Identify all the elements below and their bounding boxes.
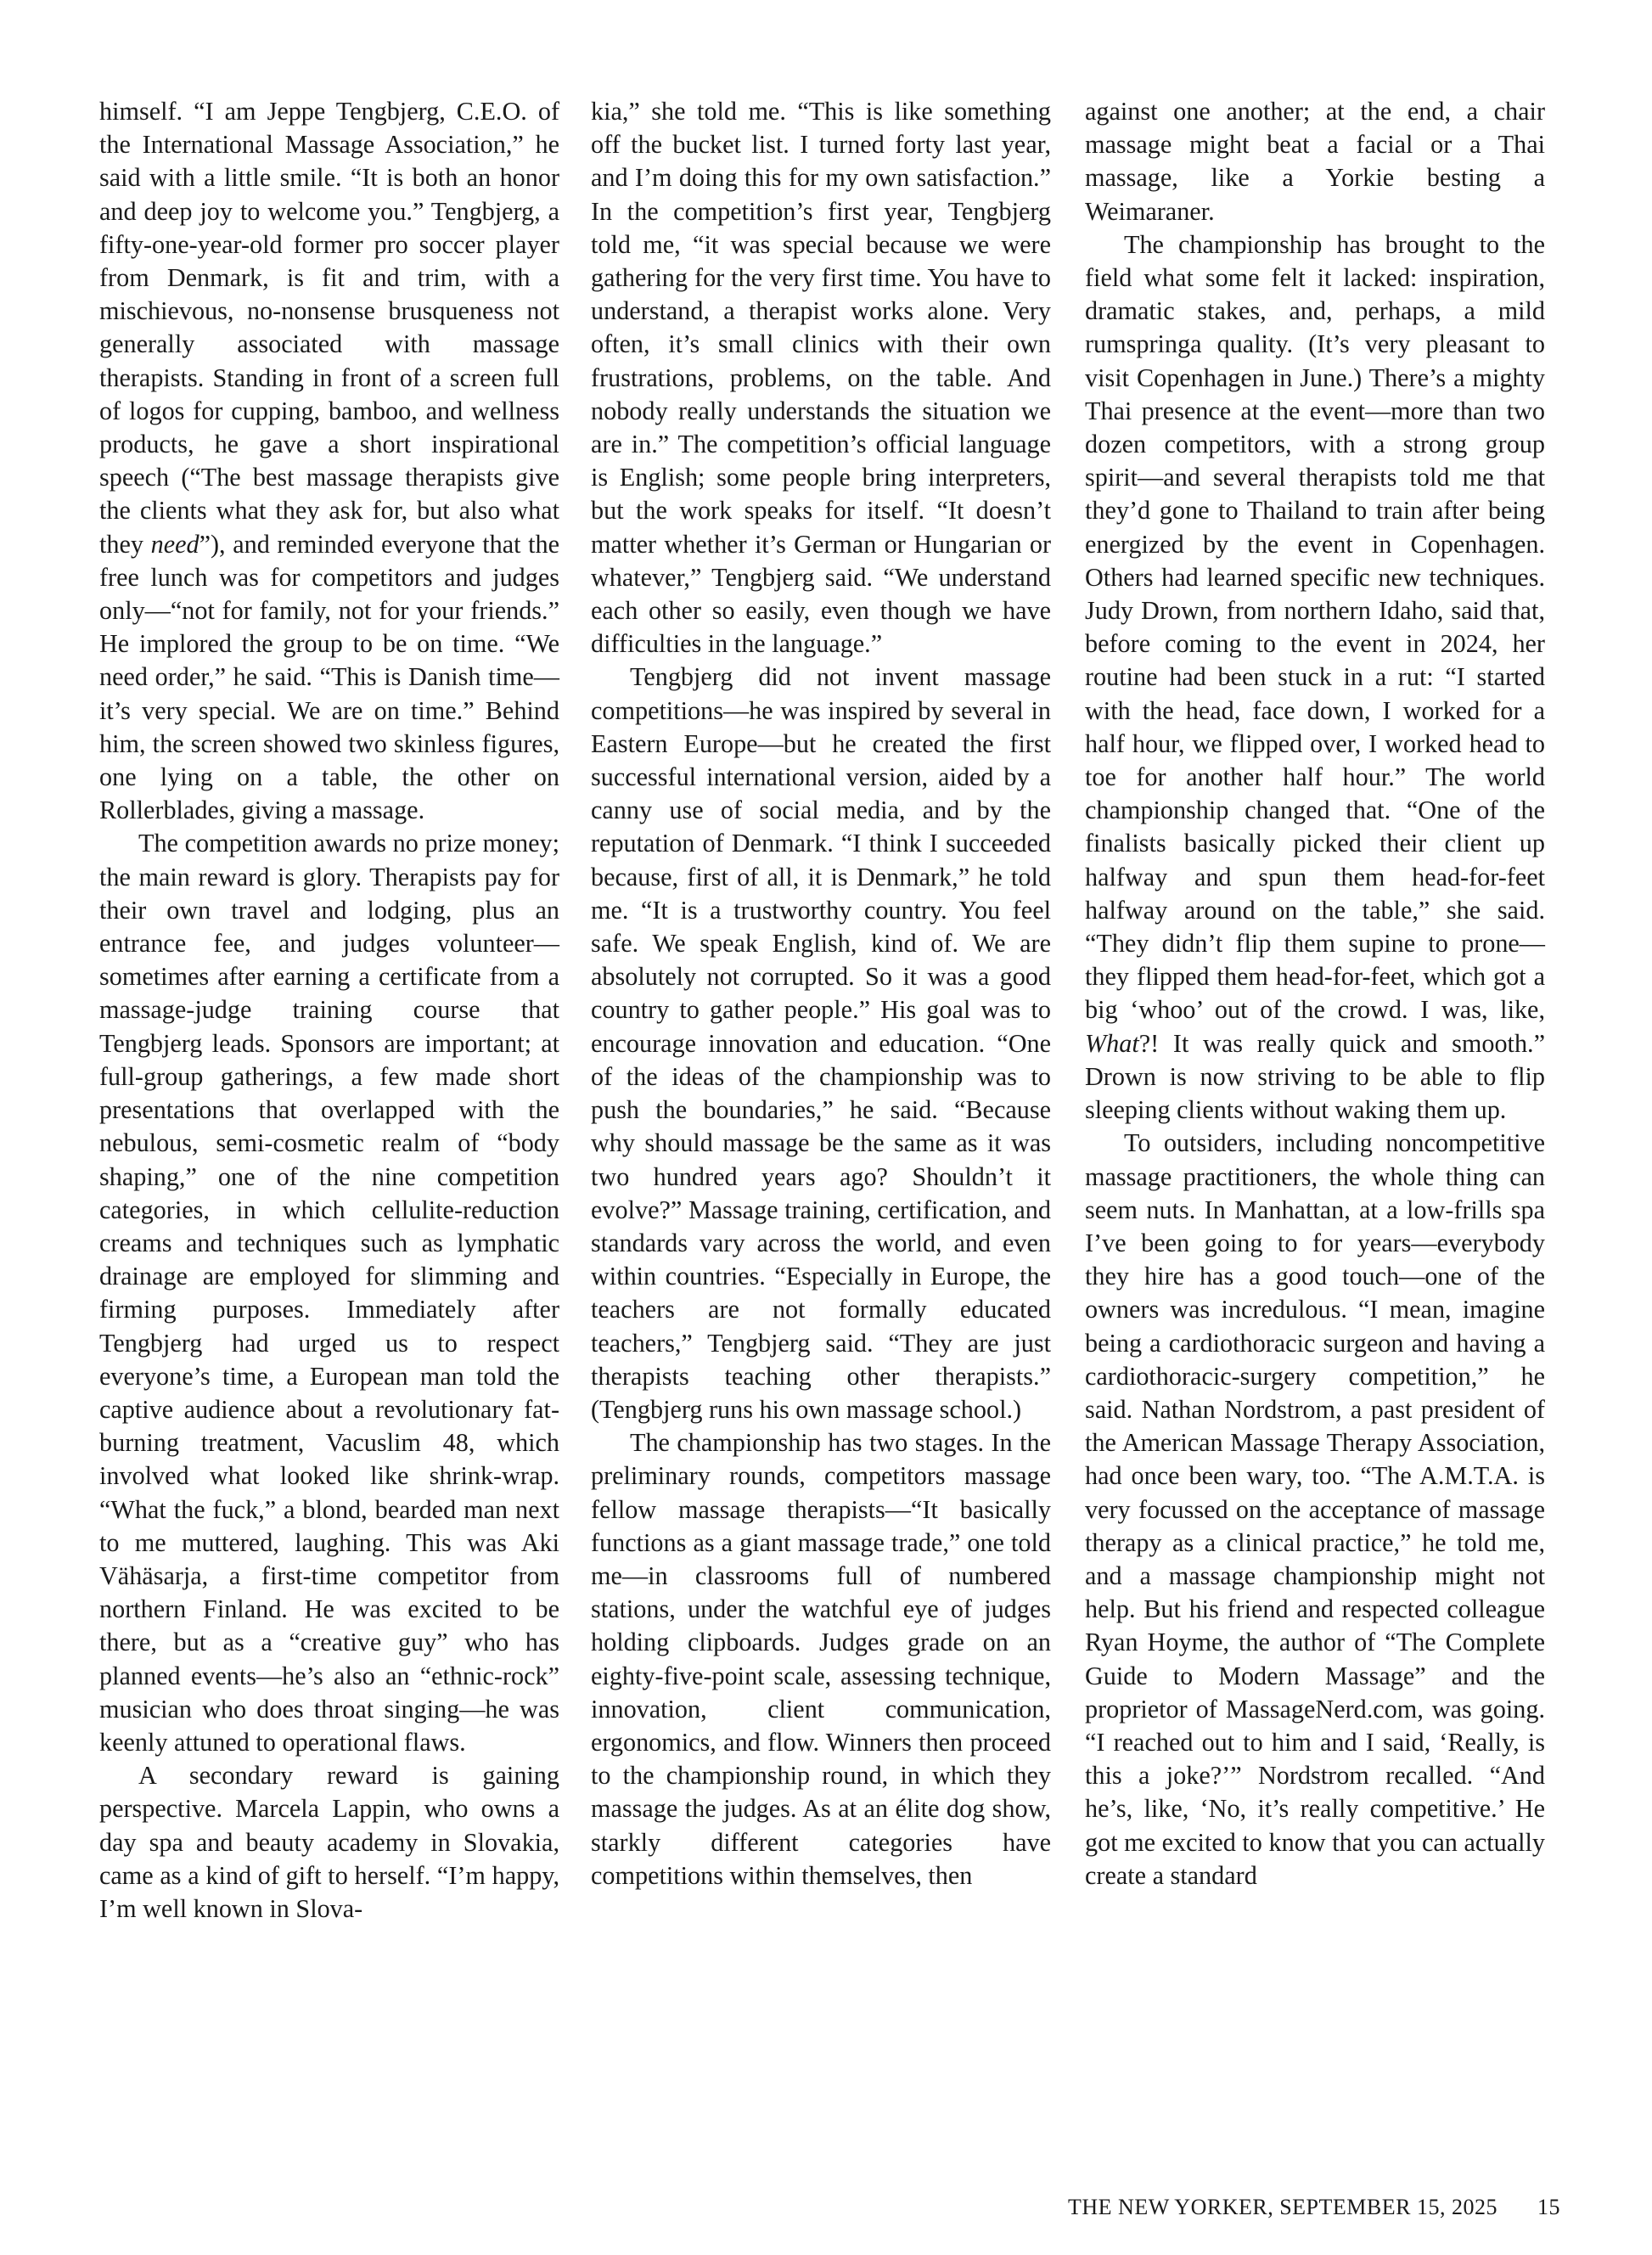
emphasis: need [150, 529, 199, 559]
paragraph: against one another; at the end, a chair massage might beat a facial or a Thai massage, like a Yorkie besting a Weimaraner. [1085, 97, 1545, 226]
paragraph: The championship has two stages. In the preliminary rounds, competitors massage fellow massage therapists—“It basically functions as a giant massage trade,” one told me—in classrooms full of numbered stations, under the watchful eye of judges holding clipboards. Judges grade on an eighty-five-point scale, assessing technique, innovation, client communication, ergonomics, and flow. Winners then proceed to the championship round, in which they massage the judges. As at an élite dog show, starkly different categories have competitions within themselves, then [591, 1428, 1051, 1890]
paragraph: kia,” she told me. “This is like something off the bucket list. I turned forty last year, and I’m doing this for my own satisfaction.” In the competition’s first year, Tengbjerg told me, “it was special because we were gathering for the very first time. You have to understand, a therapist works alone. Very often, it’s small clinics with their own frustrations, problems, on the table. And nobody really understands the situation we are in.” The competition’s official language is English; some people bring interpreters, but the work speaks for itself. “It doesn’t matter whether it’s German or Hungarian or whatever,” Tengbjerg said. “We understand each other so easily, even though we have difficulties in the language.” [591, 97, 1051, 659]
running-title: THE NEW YORKER, SEPTEMBER 15, 2025 [1068, 2195, 1497, 2219]
paragraph: To outsiders, including noncompetitive massage practitioners, the whole thing can seem nuts. In Manhattan, at a low-frills spa I’ve been going to for years—everybody they hire has a good touch—one of the owners was incredulous. “I mean, imagine being a cardiothoracic surgeon and having a cardiothoracic-surgery competition,” he said. Nathan Nordstrom, a past president of the American Massage Therapy Association, had once been wary, too. “The A.M.T.A. is very focussed on the acceptance of massage therapy as a clinical practice,” he told me, and a massage championship might not help. But his friend and respected colleague Ryan Hoyme, the author of “The Complete Guide to Modern Massage” and the proprietor of MassageNerd.com, was going. “I reached out to him and I said, ‘Really, is this a joke?’” Nordstrom recalled. “And he’s, like, ‘No, it’s really competitive.’ He got me excited to know that you can actually create a standard [1085, 1128, 1545, 1890]
paragraph: Tengbjerg did not invent massage competitions—he was inspired by several in Eastern Europe—but he created the first successful international version, aided by a canny use of social media, and by the reputation of Denmark. “I think I succeeded because, first of all, it is Denmark,” he told me. “It is a trustworthy country. You feel safe. We speak English, kind of. We are absolutely not corrupted. So it was a good country to gather people.” His goal was to encourage innovation and education. “One of the ideas of the championship was to push the boundaries,” he said. “Because why should massage be the same as it was two hundred years ago? Shouldn’t it evolve?” Massage training, certification, and standards vary across the world, and even within countries. “Especially in Europe, the teachers are not formally educated teachers,” Tengbjerg said. “They are just therapists teaching other therapists.” (Tengbjerg runs his own massage school.) [591, 662, 1051, 1424]
paragraph: The championship has brought to the field what some felt it lacked: inspiration, dramatic stakes, and, perhaps, a mild rumspringa quality. (It’s very pleasant to visit Copenhagen in June.) There’s a mighty Thai presence at the event—more than two dozen competitors, with a strong group spirit—and several therapists told me that they’d gone to Thailand to train after being energized by the event in Copenhagen. Others had learned specific new techniques. Judy Drown, from northern Idaho, said that, before coming to the event in 2024, her routine had been stuck in a rut: “I started with the head, face down, I worked for a half hour, we flipped over, I worked head to toe for another half hour.” The world championship changed that. “One of the finalists basically picked their client up halfway and spun them head-for-feet halfway around on the table,” she said. “They didn’t flip them supine to prone—they flipped them head-for-feet, which got a big ‘whoo’ out of the crowd. I was, like, What?! It was really quick and smooth.” Drown is now striving to be able to flip sleeping clients without waking them up. [1085, 229, 1545, 1125]
page-footer [1068, 2195, 1560, 2220]
text-column-3 [1085, 95, 1545, 1892]
emphasis: What [1085, 1028, 1139, 1058]
page-number: 15 [1537, 2195, 1560, 2219]
paragraph: The competition awards no prize money; the main reward is glory. Therapists pay for their own travel and lodging, plus an entrance fee, and judges volunteer—sometimes after earning a certificate from a massage-judge training course that Tengbjerg leads. Sponsors are important; at full-group gatherings, a few made short presentations that overlapped with the nebulous, semi-cosmetic realm of “body shaping,” one of the nine competition categories, in which cellulite-reduction creams and techniques such as lymphatic drainage are employed for slimming and firming purposes. Immediately after Tengbjerg had urged us to respect everyone’s time, a European man told the captive audience about a revolutionary fat-burning treatment, Vacuslim 48, which involved what looked like shrink-wrap. “What the fuck,” a blond, bearded man next to me muttered, laughing. This was Aki Vähäsarja, a first-time competitor from northern Finland. He was excited to be there, but as a “creative guy” who has planned events—he’s also an “ethnic-rock” musician who does throat singing—he was keenly attuned to operational flaws. [99, 829, 559, 1757]
text-column-2 [591, 95, 1051, 1892]
text-column-1 [99, 95, 559, 1926]
paragraph: A secondary reward is gaining perspective. Marcela Lappin, who owns a day spa and beauty academy in Slovakia, came as a kind of gift to herself. “I’m happy, I’m well known in Slova- [99, 1761, 559, 1923]
paragraph: himself. “I am Jeppe Tengbjerg, C.E.O. of the International Massage Association,” he said with a little smile. “It is both an honor and deep joy to welcome you.” Tengbjerg, a fifty-one-year-old former pro soccer player from Denmark, is fit and trim, with a mischievous, no-nonsense brusqueness not generally associated with massage therapists. Standing in front of a screen full of logos for cupping, bamboo, and wellness products, he gave a short inspirational speech (“The best massage therapists give the clients what they ask for, but also what they need”), and reminded everyone that the free lunch was for competitors and judges only—“not for family, not for your friends.” He implored the group to be on time. “We need order,” he said. “This is Danish time—it’s very special. We are on time.” Behind him, the screen showed two skinless figures, one lying on a table, the other on Rollerblades, giving a massage. [99, 97, 559, 825]
